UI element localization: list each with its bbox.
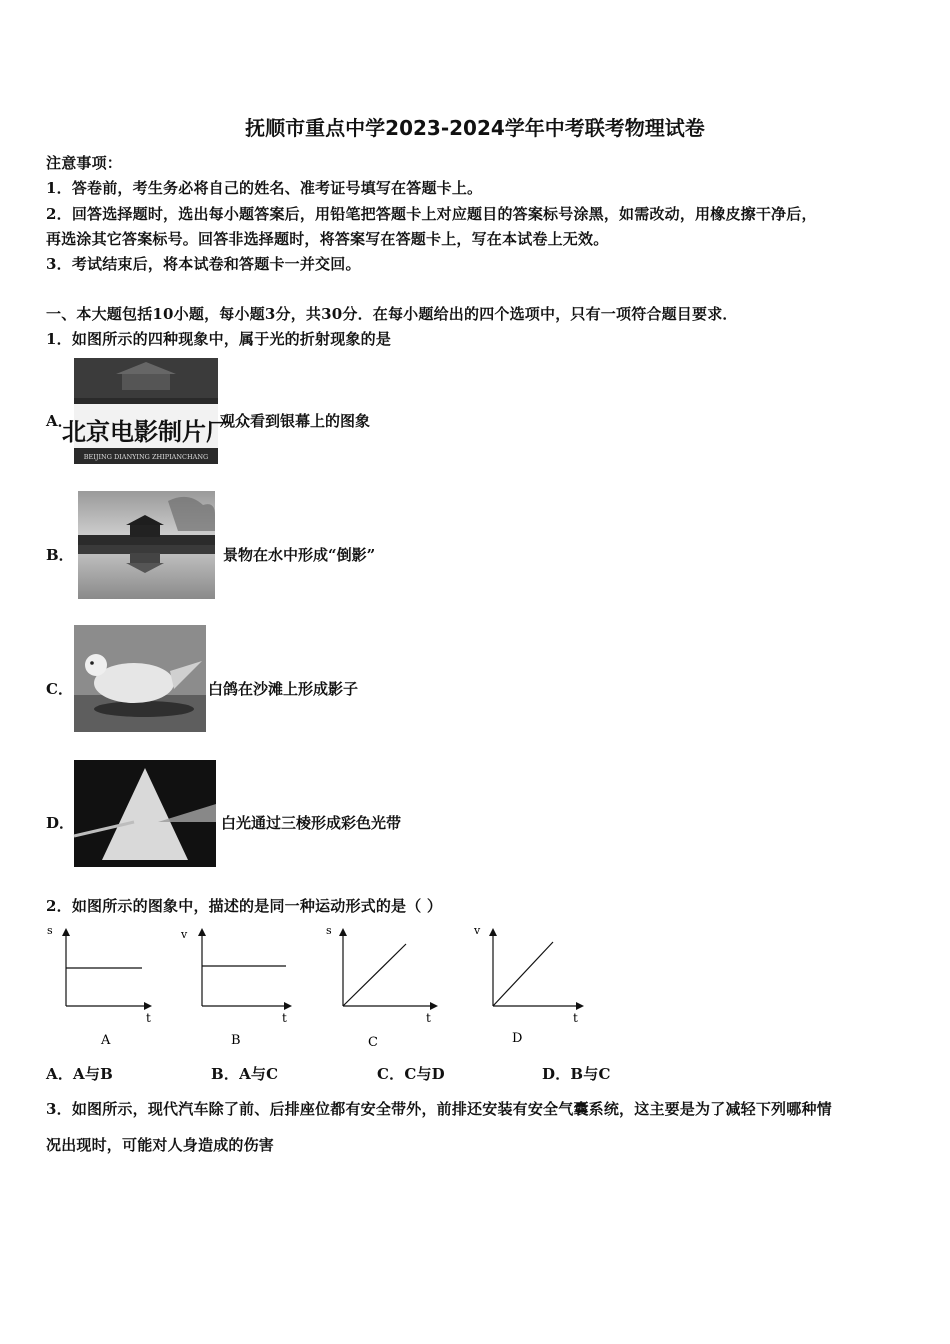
question-3-line-1: 3．如图所示，现代汽车除了前、后排座位都有安全带外，前排还安装有安全气囊系统，这主要是为了减轻下列哪种情 — [46, 1100, 832, 1118]
graph-c-ylabel: s — [326, 924, 332, 937]
dove-shadow-photo — [74, 625, 206, 732]
notice-item-2a: 2．回答选择题时，选出每小题答案后，用铅笔把答题卡上对应题目的答案标号涂黑，如需改动，用橡皮擦干净后， — [46, 205, 817, 223]
film-studio-photo — [62, 358, 230, 464]
q1-option-a-text: 观众看到银幕上的图象 — [220, 412, 371, 430]
graph-b — [180, 928, 292, 1048]
graph-a — [47, 924, 152, 1048]
graph-b-ylabel: v — [181, 928, 188, 941]
q2-choice-d: D．B与C — [542, 1065, 611, 1083]
graph-d-ylabel: v — [474, 924, 481, 937]
prism-photo — [74, 760, 216, 867]
q2-choice-a: A．A与B — [46, 1065, 113, 1083]
graph-b-name: B — [231, 1033, 241, 1048]
graph-c — [326, 924, 438, 1050]
q1-option-b-text: 景物在水中形成“倒影” — [223, 546, 376, 564]
q2-choice-c: C．C与D — [377, 1065, 445, 1083]
q1-option-d-letter: D． — [46, 814, 75, 832]
q2-choice-b: B．A与C — [211, 1065, 279, 1083]
graph-a-name: A — [101, 1033, 111, 1048]
water-reflection-photo — [78, 491, 215, 599]
page-title: 抚顺市重点中学2023-2024学年中考联考物理试卷 — [245, 116, 705, 140]
notice-item-2b: 再选涂其它答案标号。回答非选择题时，将答案写在答题卡上，写在本试卷上无效。 — [46, 230, 609, 248]
q1-option-b-letter: B． — [46, 546, 74, 564]
graph-d — [473, 924, 584, 1046]
graph-a-ylabel: s — [47, 924, 53, 937]
q1-option-c-letter: C． — [46, 680, 73, 698]
q1-option-d-text: 白光通过三棱形成彩色光带 — [221, 814, 402, 832]
film-studio-sign-subtext: BEIJING DIANYING ZHIPIANCHANG — [83, 453, 209, 461]
graph-c-name: C — [368, 1035, 378, 1050]
notice-item-1: 1．答卷前，考生务必将自己的姓名、准考证号填写在答题卡上。 — [46, 179, 483, 197]
graph-c-xlabel: t — [426, 1011, 431, 1025]
motion-graphs-figure — [44, 922, 589, 1050]
q1-option-a-letter: A． — [46, 412, 73, 430]
notice-heading: 注意事项： — [46, 154, 123, 172]
question-3-line-2: 况出现时，可能对人身造成的伤害 — [46, 1136, 275, 1154]
film-studio-sign-text: 北京电影制片厂 — [62, 417, 230, 446]
graph-d-name: D — [512, 1031, 523, 1046]
question-1-stem: 1．如图所示的四种现象中，属于光的折射现象的是 — [46, 330, 392, 348]
section-1-heading: 一、本大题包括10小题，每小题3分，共30分．在每小题给出的四个选项中，只有一项符合题目要求． — [46, 305, 738, 323]
graph-b-xlabel: t — [282, 1011, 287, 1025]
question-2-stem: 2．如图所示的图象中，描述的是同一种运动形式的是（ ） — [46, 897, 443, 915]
notice-item-3: 3．考试结束后，将本试卷和答题卡一并交回。 — [46, 255, 361, 273]
graph-d-xlabel: t — [573, 1011, 578, 1025]
q1-option-c-text: 白鸽在沙滩上形成影子 — [208, 680, 359, 698]
graph-a-xlabel: t — [146, 1011, 151, 1025]
